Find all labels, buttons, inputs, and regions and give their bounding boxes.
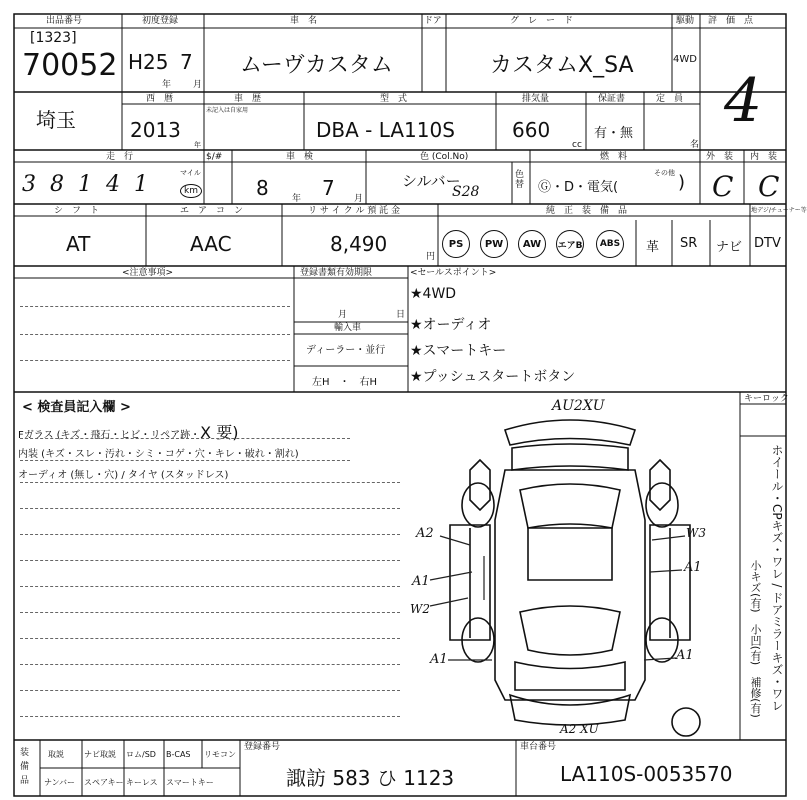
western-year: 2013: [130, 118, 181, 142]
handle-label: 左H ・ 右H: [312, 377, 378, 388]
footer-item: ナビ取説: [84, 750, 116, 759]
reg-docs-day: 日: [396, 310, 406, 320]
mileage-digit: 8: [50, 172, 78, 197]
dealer-label: ディーラー・並行: [306, 345, 386, 356]
interior-condition-line: 内装 (キズ・スレ・汚れ・シミ・コゲ・穴・キレ・破れ・割れ): [18, 449, 299, 460]
first-reg-year-unit: 年: [162, 80, 172, 90]
equipment-ps: PS: [442, 230, 470, 258]
mileage-digit: 1: [78, 172, 106, 197]
model: DBA - LA110S: [316, 118, 455, 142]
mileage-label: 走 行: [106, 152, 134, 162]
diagram-mark-right1: W3: [686, 526, 706, 540]
first-registration-month: 7: [180, 50, 193, 74]
diagram-mark-left4: A1: [430, 652, 448, 667]
capacity-label: 定 員: [656, 94, 684, 104]
reg-docs-month: 月: [338, 310, 348, 320]
eval-label: 評 価 点: [708, 16, 754, 26]
chassis-label: 車台番号: [520, 742, 557, 752]
lot-number: 70052: [22, 48, 118, 83]
lot-tag: [1323]: [30, 30, 77, 46]
fuel-close-paren: ): [678, 172, 686, 193]
footer-item: リモコン: [204, 750, 236, 759]
wheel-mirror-note: ホイール・CPキズ・ワレ / ドアミラーキズ・ワレ: [770, 444, 784, 712]
equipment-pw: PW: [480, 230, 508, 258]
diagram-mark-left2: A1: [412, 574, 430, 589]
color: シルバー: [402, 172, 461, 190]
import-label: 輸入車: [334, 323, 362, 333]
capacity-unit: 名: [690, 140, 700, 150]
mileage-digit: 4: [106, 172, 134, 197]
equipment-leather: 革: [646, 240, 660, 255]
history-label: 車 歴: [234, 94, 262, 104]
warranty: 有・無: [594, 126, 634, 141]
ac-label: エ ア コ ン: [180, 206, 244, 216]
footer-item: ナンバー: [44, 778, 76, 787]
footer-item: ロム/SD: [126, 750, 156, 759]
footer-item: B-CAS: [166, 750, 191, 759]
diagram-mark-right2: A1: [684, 560, 702, 575]
exterior-score: C: [712, 170, 734, 203]
footer-item: スマートキー: [166, 778, 214, 787]
recycle-unit: 円: [426, 252, 436, 262]
exterior-label: 外 装: [706, 152, 734, 162]
equipment-airbag: エアB: [556, 230, 584, 258]
dollar-label: $/#: [206, 152, 223, 162]
door-label: ドア: [424, 16, 442, 26]
grade: カスタムX_SA: [490, 53, 634, 78]
equipment-aw: AW: [518, 230, 546, 258]
mileage-digit: 1: [134, 172, 162, 197]
sales-point: ★4WD: [410, 286, 457, 302]
diagram-mark-left3: W2: [410, 602, 430, 616]
inspection-month: 7: [322, 176, 335, 200]
western-year-label: 西 暦: [146, 94, 174, 104]
audio-tire-line: オーディオ (無し・穴) / タイヤ (スタッドレス): [18, 470, 229, 481]
interior-label: 内 装: [750, 152, 778, 162]
equipment-sunroof: SR: [680, 236, 698, 251]
tuner-label: 地デジ/チューナー等: [751, 207, 807, 214]
drive: 4WD: [673, 54, 697, 65]
diagram-mark-right3: A1: [676, 648, 694, 663]
chassis-number: LA110S-0053570: [560, 762, 733, 786]
inspection-title: < 検査員記入欄 >: [22, 400, 131, 415]
fuel-other-label: その他: [654, 169, 675, 177]
footer-item: キーレス: [126, 778, 158, 787]
sales-points-label: <セールスポイント>: [410, 268, 497, 278]
equipment-abs: ABS: [596, 230, 624, 258]
model-label: 型 式: [380, 94, 408, 104]
fglass-mark: X 要): [200, 423, 239, 442]
venue-label: 出品番号: [46, 16, 83, 26]
diagram-mark-left1: A2: [416, 526, 434, 541]
grade-label: グ レ ー ド: [510, 16, 574, 26]
inspection-month-unit: 月: [354, 194, 364, 204]
displacement: 660: [512, 118, 551, 142]
notice-label: <注意事項>: [122, 268, 174, 278]
warranty-label: 保証書: [598, 94, 626, 104]
recycle-deposit: 8,490: [330, 232, 388, 256]
equipment-navi: ナビ: [716, 240, 743, 255]
equipment-label: 純 正 装 備 品: [546, 206, 628, 216]
western-year-unit: 年: [194, 141, 201, 149]
sales-point: ★プッシュスタートボタン: [410, 369, 576, 385]
color-change-label: 色替: [515, 170, 525, 190]
first-registration-label: 初度登録: [142, 16, 179, 26]
mileage-mile-unit: マイル: [180, 169, 201, 177]
reg-number: 諏訪 583 ひ 1123: [286, 766, 455, 790]
inspection-year-unit: 年: [292, 194, 302, 204]
interior-score: C: [758, 170, 780, 203]
car-name-label: 車 名: [290, 16, 318, 26]
inspection-label: 車 検: [286, 152, 314, 162]
history-note: 未記入は自家用: [206, 107, 249, 114]
mileage-km-unit: km: [180, 184, 202, 198]
shift: AT: [66, 232, 91, 256]
eval-score: 4: [724, 66, 763, 136]
fglass-text: Fガラス (キズ・飛石・ヒビ・リペア跡・: [18, 430, 201, 441]
reg-number-label: 登録番号: [244, 742, 281, 752]
displacement-unit: cc: [572, 140, 582, 150]
diagram-mark-top: AU2XU: [552, 398, 605, 414]
keylock-label: キーロック: [744, 394, 789, 404]
recycle-label: リ サ イ ク ル 預 託 金: [308, 206, 401, 216]
fuel-options: Ⓖ・D・電気(: [538, 180, 619, 195]
region: 埼玉: [36, 108, 76, 132]
first-reg-month-unit: 月: [193, 80, 203, 90]
first-registration-era: H25: [128, 50, 169, 74]
sales-point: ★オーディオ: [410, 317, 492, 333]
drive-label: 駆動: [676, 16, 695, 26]
damage-note: 小キズ(有) 小凹(有) 補修(有): [749, 560, 762, 718]
fuel-label: 燃 料: [600, 152, 628, 162]
displacement-label: 排気量: [522, 94, 550, 104]
footer-item: スペアキー: [84, 778, 124, 787]
ac: AAC: [190, 232, 232, 256]
sales-point: ★スマートキー: [410, 343, 507, 359]
color-code: S28: [452, 184, 480, 200]
reg-docs-label: 登録書類有効期限: [300, 268, 373, 278]
mileage-digit: 3: [22, 172, 50, 197]
diagram-mark-bottom: A2 XU: [560, 722, 599, 736]
shift-label: シ フ ト: [54, 206, 100, 216]
color-label: 色 (Col.No): [420, 152, 469, 162]
inspection-year: 8: [256, 176, 269, 200]
car-name: ムーヴカスタム: [240, 53, 393, 78]
footer-item: 取説: [48, 750, 64, 759]
footer-equipment-label: 装備品: [20, 748, 30, 786]
equipment-dtv: DTV: [754, 236, 781, 251]
